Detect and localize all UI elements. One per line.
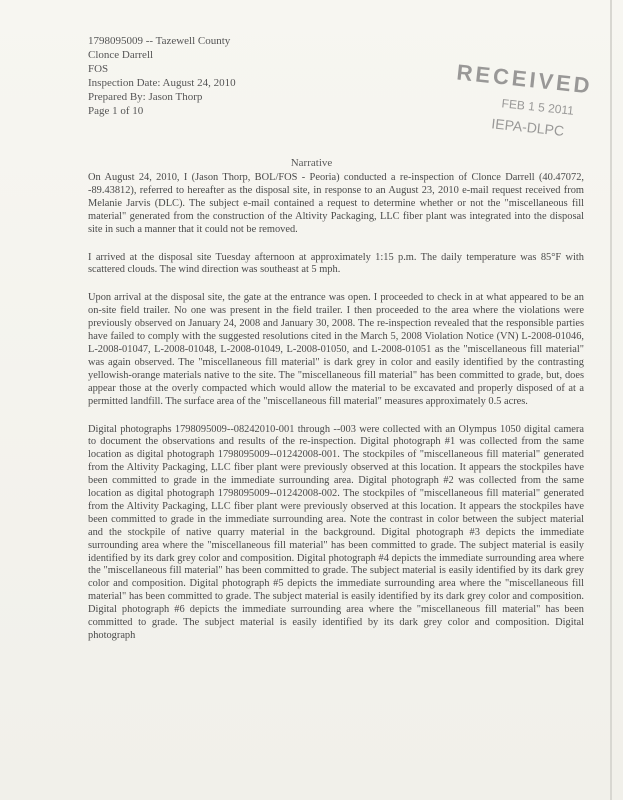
header-site-name: Clonce Darrell	[88, 49, 154, 61]
header-inspection-date: Inspection Date: August 24, 2010	[88, 77, 236, 89]
header-office: FOS	[88, 63, 109, 75]
paragraph-observations: Upon arrival at the disposal site, the gate at the entrance was open. I proceeded to check in at what appeared to be an on-site field trailer. No one was present in the field trailer. I then proceeded to the area where the violations were previously observed on January 24, 2008 and January 30, 2008. The re-inspection revealed that the responsible parties have failed to comply with the suggested resolutions cited in the March 5, 2008 Violation Notice (VN) L-2008-01046, L-2008-01047, L-2008-01048, L-2008-01049, L-2008-01050, and L-2008-01051 as the "miscellaneous fill material" was again observed. The "miscellaneous fill material" is dark grey in color and easily identified by the contrasting yellowish-orange materials native to the site. The "miscellaneous fill material" has been committed to grade, but, does appear those at the overly compacted which would allow the material to be excavated and properly disposed of at a permitted landfill. The surface area of the "miscellaneous fill material" measures approximately 0.5 acres.	[88, 292, 584, 407]
stamp-date: FEB 1 5 2011	[500, 96, 575, 118]
header-page-count: Page 1 of 10	[88, 105, 144, 117]
section-title: Narrative	[290, 157, 333, 169]
page-edge	[610, 0, 612, 800]
header-site-id: 1798095009 -- Tazewell County	[88, 35, 231, 47]
paragraph-intro: On August 24, 2010, I (Jason Thorp, BOL/FOS - Peoria) conducted a re-inspection of Clonce Darrell (40.47072, -89.43812), referred to hereafter as the disposal site, in response to an August 23, 2010 e-mail request received from Melanie Jarvis (DLC). The subject e-mail contained a request to determine whether or not the "miscellaneous fill material" generated from the construction of the Altivity Packaging, LLC fiber plant was integrated into the disposal site in such a manner that it could not be removed.	[88, 172, 584, 235]
header-prepared-by: Prepared By: Jason Thorp	[88, 91, 203, 103]
stamp-office: IEPA-DLPC	[490, 115, 565, 139]
received-stamp	[449, 59, 594, 162]
narrative-body	[88, 172, 584, 658]
paragraph-photographs: Digital photographs 1798095009--08242010-001 through --003 were collected with an Olympus 1050 digital camera to document the observations and results of the re-inspection. Digital photograph #1 was collected from the same location as digital photograph 1798095009--01242008-001. The stockpiles of "miscellaneous fill material" generated from the Altivity Packaging, LLC fiber plant were previously observed at this location. It appears the stockpiles have been committed to grade in the immediate surrounding area. Digital photograph #2 was collected from the same location as digital photograph 1798095009--01242008-002. The stockpiles of "miscellaneous fill material" generated from the Altivity Packaging, LLC fiber plant were previously observed at this location. It appears the stockpiles have been committed to grade in the immediate surrounding area. Note the contrast in color between the subject material and the stockpile of native quarry material in the background. Digital photograph #3 depicts the immediate surrounding area where the "miscellaneous fill material" has been committed to grade. The subject material is easily identified by its dark grey color and composition. Digital photograph #4 depicts the immediate surrounding area where the "miscellaneous fill material" has been committed to grade. The subject material is easily identified by its dark grey color and composition. Digital photograph #5 depicts the immediate surrounding area where the "miscellaneous fill material" has been committed to grade. The subject material is easily identified by its dark grey color and composition. Digital photograph #6 depicts the immediate surrounding area where the "miscellaneous fill material" has been committed to grade. The subject material is easily identified by its dark grey color and composition. Digital photograph	[88, 423, 584, 641]
stamp-received-text: RECEIVED	[455, 59, 594, 99]
paragraph-arrival: I arrived at the disposal site Tuesday afternoon at approximately 1:15 p.m. The daily temperature was 85°F with scattered clouds. The wind direction was southeast at 5 mph.	[88, 251, 584, 276]
